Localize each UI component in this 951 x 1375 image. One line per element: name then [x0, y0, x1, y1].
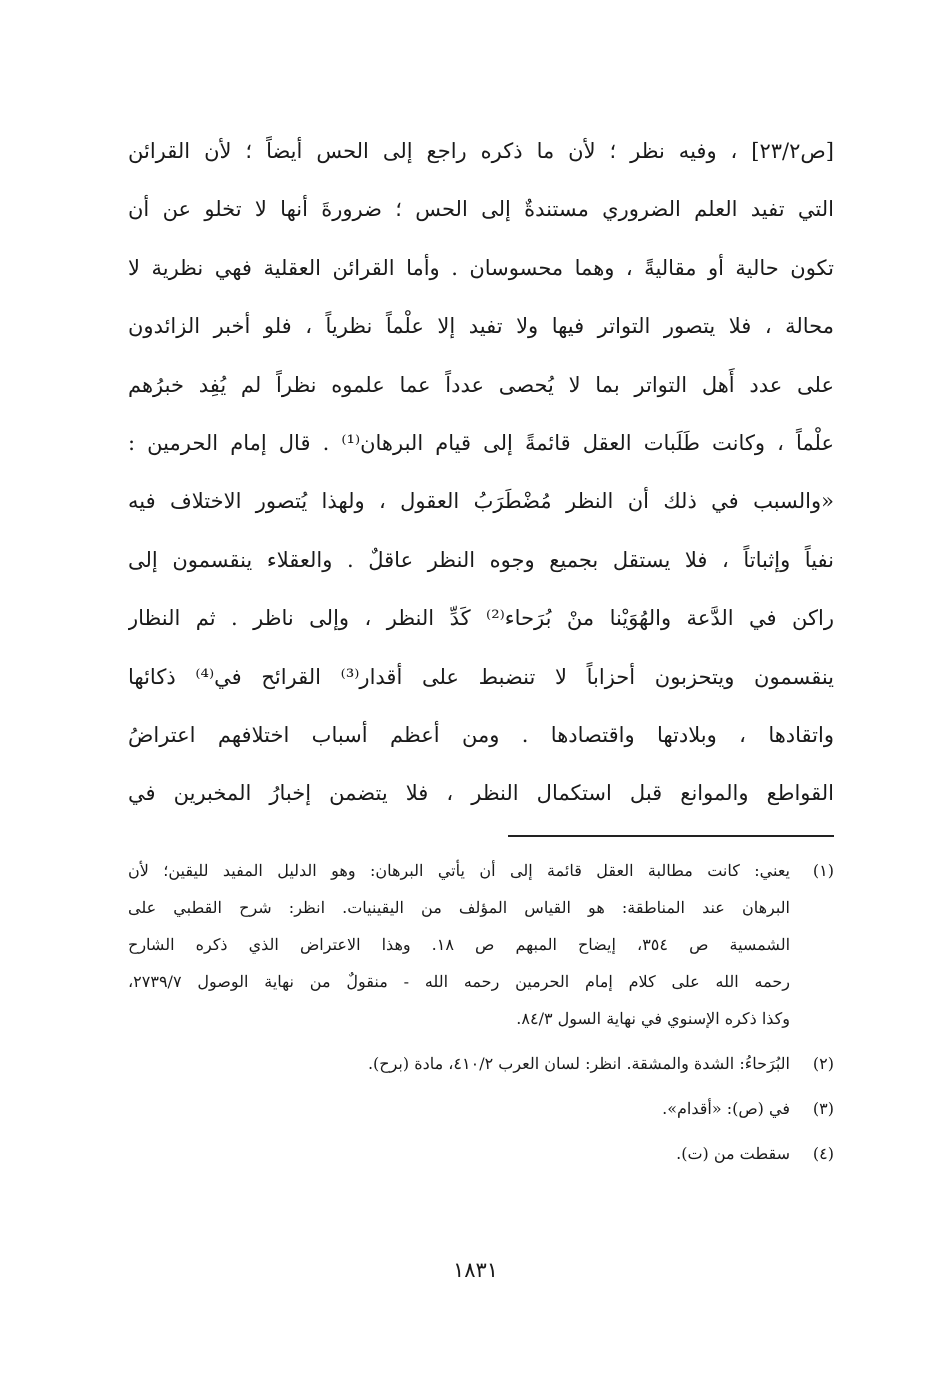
footnote-number: (٣)	[812, 1099, 834, 1118]
footnote-divider	[508, 835, 834, 837]
footnote-3	[128, 1090, 834, 1127]
footnote-body	[128, 852, 790, 1037]
footnotes-block	[128, 852, 834, 1180]
footnote-2	[128, 1045, 834, 1082]
footnote-body	[128, 1045, 790, 1082]
footnote-1	[128, 852, 834, 1037]
text-line: التي تفيد العلم الضروري مستندةٌ إلى الحس ؛ ضرورةَ أنها لا تخلو عن أن	[128, 197, 834, 222]
footnote-body	[128, 1135, 790, 1172]
text-line: على عدد أَهل التواتر بما لا يُحصى عدداً عما علموه نظراً لم يُفِد خبرُهم	[128, 372, 834, 397]
text-line: واتقادها ، وبلادتها واقتصادها . ومن أعظم أسباب اختلافهم اعتراضُ	[128, 722, 834, 747]
footnote-number: (٢)	[812, 1054, 834, 1073]
text-line: محالة ، فلا يتصور التواتر فيها ولا تفيد إلا علْماً نظرياً ، فلو أخبر الزائدون	[128, 314, 834, 339]
text-line: [ص٢٣/٢] ، وفيه نظر ؛ لأن ما ذكره راجع إلى الحس أيضاً ؛ لأن القرائن	[128, 139, 834, 163]
text-line: راكن في الدَّعة والهُوَيْنا منْ بُرَحاء⁽²⁾ كَدِّ النظر ، وإلى ناظر . ثم النظار	[128, 606, 834, 631]
text-line: القواطع والموانع قبل استكمال النظر ، فلا يتضمن إخبارُ المخبرين في	[128, 781, 834, 806]
page-number: ١٨٣١	[452, 1258, 499, 1282]
footnote-number: (١)	[812, 861, 834, 880]
text-line: تكون حالية أو مقاليةً ، وهما محسوسان . وأما القرائن العقلية فهي نظرية لا	[128, 255, 834, 280]
footnote-line: سقطت من (ت).	[676, 1144, 790, 1163]
footnote-line: البرهان عند المناطقة: هو القياس المؤلف من اليقينيات. انظر: شرح القطبي على	[128, 898, 790, 917]
text-line: علْماً ، وكانت طَلَبات العقل قائمةً إلى قيام البرهان⁽¹⁾ . قال إمام الحرمين :	[128, 430, 834, 455]
footnote-line: البُرَحاءُ: الشدة والمشقة. انظر: لسان العرب ٤١٠/٢، مادة (برح).	[367, 1054, 790, 1073]
main-text-block	[128, 122, 834, 823]
footnote-line: في (ص): «أقدام».	[662, 1099, 790, 1118]
footnote-body	[128, 1090, 790, 1127]
text-line: «والسبب في ذلك أن النظر مُضْطَرَبُ العقول ، ولهذا يُتصور الاختلاف فيه	[128, 489, 834, 514]
footnote-4	[128, 1135, 834, 1172]
footnote-line: وكذا ذكره الإسنوي في نهاية السول ٨٤/٣.	[516, 1009, 790, 1028]
text-line: ينقسمون ويتحزبون أحزاباً لا تنضبط على أقدار⁽³⁾ القرائح في⁽⁴⁾ ذكائها	[128, 664, 834, 689]
footnote-line: رحمه الله على كلام إمام الحرمين رحمه الله - منقولٌ من نهاية الوصول ٢٧٣٩/٧،	[128, 972, 790, 991]
footnote-line: الشمسية ص ٣٥٤، إيضاح المبهم ص ١٨. وهذا الاعتراض الذي ذكره الشارح	[128, 935, 790, 954]
text-line: نفياً وإثباتاً ، فلا يستقل بجميع وجوه النظر عاقلٌ . والعقلاء ينقسمون إلى	[128, 547, 834, 572]
footnote-line: يعني: كانت مطالبة العقل قائمة إلى أن يأتي البرهان: وهو الدليل المفيد لليقين؛ لأن	[128, 861, 790, 880]
footnote-number: (٤)	[812, 1144, 834, 1163]
